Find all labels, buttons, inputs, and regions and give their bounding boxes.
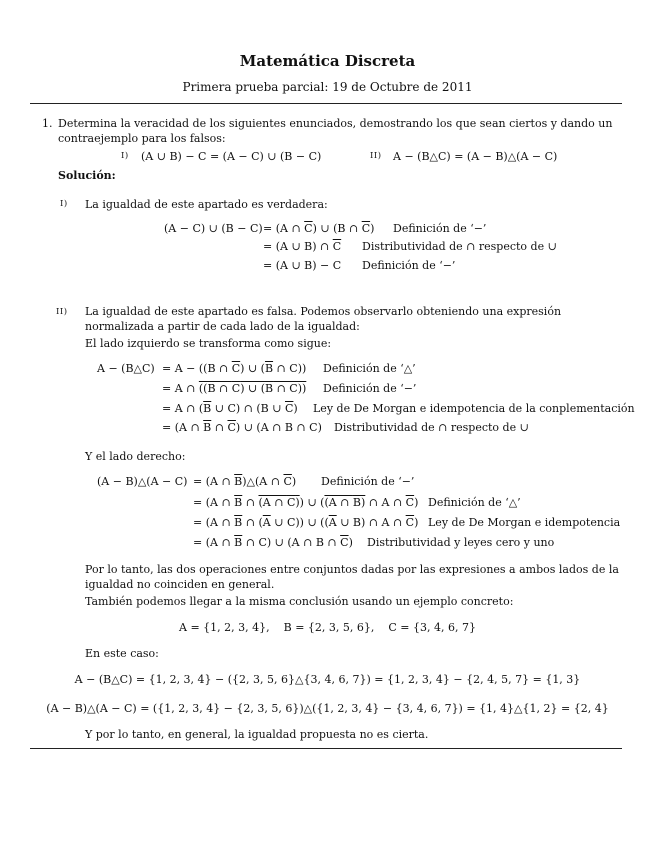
part-i-lhs: (A − C) ∪ (B − C) — [164, 222, 263, 235]
right-step4: = (A ∩ $\overline{B}$ ∩ C) ∪ (A ∩ B ∩ $\overline{C}$) — [193, 536, 353, 549]
part-i-step1: = (A ∩ $\overline{C}$) ∪ (B ∩ $\overline{C}$) — [263, 222, 375, 235]
part-i-label: I) — [60, 199, 68, 209]
example-intro: También podemos llegar a la misma conclusión usando un ejemplo concreto: — [85, 595, 514, 608]
part-i-reason3: Definición de ‘−’ — [362, 259, 456, 272]
document-subtitle: Primera prueba parcial: 19 de Octubre de 2011 — [182, 80, 473, 94]
bottom-rule — [30, 748, 622, 749]
right-lhs: (A − B)△(A − C) — [97, 475, 188, 488]
final-statement: Y por lo tanto, en general, la igualdad propuesta no es cierta. — [85, 728, 429, 741]
item-ii-formula: A − (B△C) = (A − B)△(A − C) — [393, 150, 558, 163]
calc-left: A − (B△C) = {1, 2, 3, 4} − ({2, 3, 5, 6}△{3, 4, 6, 7}) = {1, 2, 3, 4} − {2, 4, 5, 7} = {1, 3} — [74, 673, 581, 686]
left-step1: = A − ((B ∩ $\overline{C}$) ∪ ($\overline{B}$ ∩ C)) — [162, 362, 307, 375]
left-reason3: Ley de De Morgan e idempotencia de la conplementación — [313, 402, 635, 415]
case-intro: En este caso: — [85, 647, 159, 660]
left-lhs: A − (B△C) — [97, 362, 155, 375]
right-reason2: Definición de ‘△’ — [428, 496, 521, 509]
left-step4: = (A ∩ $\overline{B}$ ∩ $\overline{C}$) ∪ (A ∩ B ∩ C) — [162, 421, 322, 434]
right-reason3: Ley de De Morgan e idempotencia — [428, 516, 621, 529]
part-i-intro: La igualdad de este apartado es verdadera: — [85, 198, 328, 211]
right-reason4: Distributividad y leyes cero y uno — [367, 536, 555, 549]
left-reason4: Distributividad de ∩ respecto de ∪ — [334, 421, 529, 434]
problem-statement: Determina la veracidad de los siguientes enunciados, demostrando los que sean ciertos y dando un contraejemplo para los falsos: — [58, 117, 613, 145]
left-step3: = A ∩ ($\overline{B}$ ∪ C) ∩ (B ∪ $\overline{C}$) — [162, 402, 298, 415]
right-reason1: Definición de ‘−’ — [321, 475, 415, 488]
part-i-step3: = (A ∪ B) − C — [263, 259, 342, 272]
document-title: Matemática Discreta — [239, 52, 416, 70]
part-i-step2: = (A ∪ B) ∩ $\overline{C}$ — [263, 240, 342, 253]
part-ii-label: II) — [56, 307, 68, 317]
item-i-label: I) — [121, 151, 129, 161]
part-ii-intro: La igualdad de este apartado es falsa. Podemos observarlo obteniendo una expresión normalizada a partir de cada lado de la igualdad: — [85, 305, 562, 333]
right-step3: = (A ∩ $\overline{B}$ ∩ ($\overline{A}$ ∪ C)) ∪ (($\overline{A}$ ∪ B) ∩ A ∩ $\overline{C}$) — [193, 516, 419, 529]
left-reason2: Definición de ‘−’ — [323, 382, 417, 395]
right-step1: = (A ∩ $\overline{B})\triangle(A$ ∩ $\overline{C}$) — [193, 475, 297, 488]
item-ii-label: II) — [370, 151, 382, 161]
part-i-reason2: Distributividad de ∩ respecto de ∪ — [362, 240, 557, 253]
item-i-formula: (A ∪ B) − C = (A − C) ∪ (B − C) — [141, 150, 322, 163]
top-rule — [30, 103, 622, 104]
conclusion-paragraph: Por lo tanto, las dos operaciones entre conjuntos dadas por las expresiones a ambos lados de la igualdad no coinciden en general. — [85, 563, 619, 591]
right-step2: = (A ∩ $\overline{B}$ ∩ (A ∩ C)) ∪ ((A ∩ B) ∩ A ∩ $\overline{C}$) — [193, 496, 419, 509]
part-ii-left-intro: El lado izquierdo se transforma como sigue: — [85, 337, 332, 350]
solution-heading: Solución: — [58, 169, 116, 182]
left-reason1: Definición de ‘△’ — [323, 362, 416, 375]
problem-number: 1. — [42, 117, 53, 130]
left-step2: = A ∩ ((B ∩ C) ∪ (B ∩ C)) — [162, 382, 307, 395]
part-ii-right-intro: Y el lado derecho: — [85, 450, 186, 463]
part-i-reason1: Definición de ‘−’ — [393, 222, 487, 235]
calc-right: (A − B)△(A − C) = ({1, 2, 3, 4} − {2, 3, 5, 6})△({1, 2, 3, 4} − {3, 4, 6, 7}) = {1, 4}△{1, 2} = {2, 4} — [46, 702, 609, 715]
example-sets: A = {1, 2, 3, 4}, B = {2, 3, 5, 6}, C = {3, 4, 6, 7} — [179, 621, 476, 634]
